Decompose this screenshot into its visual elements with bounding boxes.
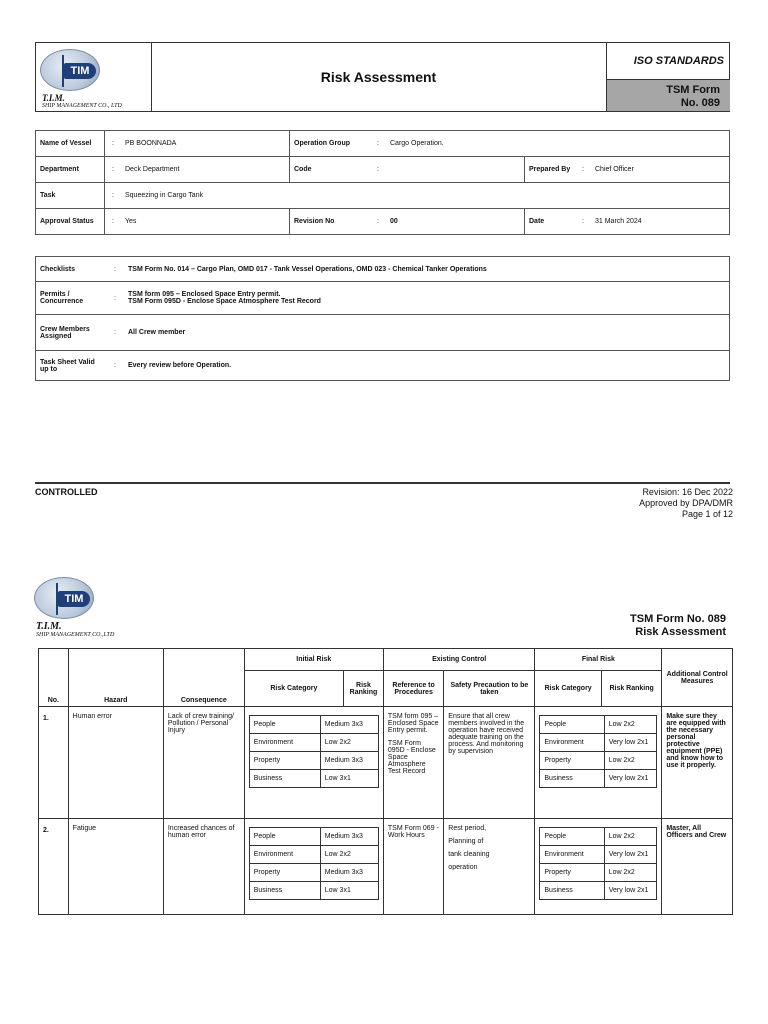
logo-cell <box>36 43 152 111</box>
matrix-ranking: Low 3x1 <box>320 882 378 900</box>
checklists-value: TSM Form No. 014 – Cargo Plan, OMD 017 - Tank Vessel Operations, OMD 023 - Chemical Tanker Operations <box>124 257 730 282</box>
revision-value: 00 <box>386 209 525 235</box>
matrix-category: Environment <box>249 846 320 864</box>
controlled-label: CONTROLLED <box>35 487 98 497</box>
matrix-row <box>540 846 657 864</box>
iso-standards-label: ISO STANDARDS <box>606 43 730 79</box>
final-risk-matrix <box>539 715 657 788</box>
matrix-category: Business <box>540 770 604 788</box>
matrix-row <box>540 864 657 882</box>
table-row <box>39 707 733 819</box>
matrix-category: Property <box>249 864 320 882</box>
col-additional: Additional Control Measures <box>662 649 733 707</box>
matrix-ranking: Low 2x2 <box>604 752 657 770</box>
approval-status-value: Yes <box>121 209 290 235</box>
col-no: No. <box>39 649 69 707</box>
date-label: Date <box>525 209 576 235</box>
row-initial-risk <box>244 819 383 915</box>
table-row <box>39 819 733 915</box>
flag-icon: TIM <box>64 63 96 79</box>
final-risk-matrix <box>539 827 657 900</box>
matrix-row <box>249 882 378 900</box>
task-value: Squeezing in Cargo Tank <box>121 183 730 209</box>
matrix-ranking: Low 2x2 <box>604 864 657 882</box>
matrix-ranking: Low 2x2 <box>604 828 657 846</box>
matrix-row <box>249 716 378 734</box>
task-sheet-value: Every review before Operation. <box>124 351 730 381</box>
revision-info: Revision: 16 Dec 2022 Approved by DPA/DMR Page 1 of 12 <box>639 487 733 519</box>
matrix-row <box>540 770 657 788</box>
row-final-risk <box>535 819 662 915</box>
initial-risk-matrix <box>249 827 379 900</box>
matrix-row <box>249 770 378 788</box>
prepared-by-value: Chief Officer <box>591 157 730 183</box>
row-reference: TSM Form 069 - Work Hours <box>383 819 443 915</box>
matrix-category: Environment <box>540 734 604 752</box>
code-value <box>386 157 525 183</box>
code-label: Code <box>290 157 371 183</box>
col-final-category: Risk Category <box>535 671 602 707</box>
prepared-by-label: Prepared By <box>525 157 576 183</box>
matrix-category: Environment <box>249 734 320 752</box>
matrix-ranking: Medium 3x3 <box>320 716 378 734</box>
matrix-row <box>249 734 378 752</box>
matrix-category: Environment <box>540 846 604 864</box>
col-consequence: Consequence <box>163 649 244 707</box>
matrix-ranking: Very low 2x1 <box>604 882 657 900</box>
checklist-table: Checklists : TSM Form No. 014 – Cargo Plan, OMD 017 - Tank Vessel Operations, OMD 023 - Chemical Tanker Operations Permits / Concurrence : TSM form 095 – Enclosed Space Entry permit. TSM Form 095D - Enclose Space Atmosphere Test Record Crew Members Assigned : All Crew member Task Sheet Valid up to : Every review before Operation. <box>35 256 730 381</box>
approval-status-label: Approval Status <box>36 209 105 235</box>
matrix-ranking: Low 3x1 <box>320 770 378 788</box>
department-value: Deck Department <box>121 157 290 183</box>
operation-group-value: Cargo Operation. <box>386 131 730 157</box>
matrix-ranking: Medium 3x3 <box>320 752 378 770</box>
matrix-row <box>540 734 657 752</box>
risk-assessment-table <box>38 648 733 915</box>
checklists-label: Checklists <box>36 257 107 282</box>
matrix-row <box>249 846 378 864</box>
matrix-ranking: Very low 2x1 <box>604 734 657 752</box>
matrix-ranking: Low 2x2 <box>320 846 378 864</box>
form-number: TSM Form No. 089 <box>606 79 730 111</box>
revision-label: Revision No <box>290 209 371 235</box>
col-risk-category: Risk Category <box>244 671 343 707</box>
task-sheet-label: Task Sheet Valid up to <box>36 351 107 381</box>
risk-table-body <box>39 707 733 915</box>
matrix-row <box>249 828 378 846</box>
matrix-row <box>249 752 378 770</box>
matrix-category: People <box>249 828 320 846</box>
col-hazard: Hazard <box>68 649 163 707</box>
matrix-row <box>540 828 657 846</box>
footer-divider <box>35 482 730 484</box>
document-header <box>35 42 730 112</box>
matrix-category: Business <box>540 882 604 900</box>
department-label: Department <box>36 157 105 183</box>
crew-members-value: All Crew member <box>124 315 730 351</box>
row-initial-risk <box>244 707 383 819</box>
row-consequence: Lack of crew training/ Pollution / Personal Injury <box>163 707 244 819</box>
matrix-row <box>540 882 657 900</box>
crew-members-label: Crew Members Assigned <box>36 315 107 351</box>
row-reference: TSM form 095 – Enclosed Space Entry permit. TSM Form 095D - Enclose Space Atmosphere Test Record <box>383 707 443 819</box>
matrix-ranking: Very low 2x1 <box>604 770 657 788</box>
row-hazard: Human error <box>68 707 163 819</box>
matrix-category: People <box>540 828 604 846</box>
operation-group-label: Operation Group <box>290 131 371 157</box>
matrix-category: People <box>540 716 604 734</box>
matrix-row <box>540 716 657 734</box>
row-number: 2. <box>39 819 69 915</box>
company-short-name: T.I.M. <box>36 621 62 632</box>
page2-form-header: TSM Form No. 089 Risk Assessment <box>630 613 726 638</box>
row-safety: Rest period, Planning of tank cleaning operation <box>444 819 535 915</box>
matrix-category: Business <box>249 882 320 900</box>
matrix-row <box>540 752 657 770</box>
vessel-value: PB BOONNADA <box>121 131 290 157</box>
date-value: 31 March 2024 <box>591 209 730 235</box>
col-reference: Reference to Procedures <box>383 671 443 707</box>
col-safety: Safety Precaution to be taken <box>444 671 535 707</box>
task-label: Task <box>36 183 105 209</box>
col-final-ranking: Risk Ranking <box>601 671 661 707</box>
matrix-category: Property <box>540 864 604 882</box>
col-existing-control: Existing Control <box>383 649 534 671</box>
matrix-category: Property <box>249 752 320 770</box>
matrix-ranking: Medium 3x3 <box>320 864 378 882</box>
document-title: Risk Assessment <box>320 69 437 85</box>
row-number: 1. <box>39 707 69 819</box>
permits-value: TSM form 095 – Enclosed Space Entry permit. TSM Form 095D - Enclose Space Atmosphere Test Record <box>124 282 730 315</box>
row-final-risk <box>535 707 662 819</box>
matrix-ranking: Low 2x2 <box>604 716 657 734</box>
row-consequence: Increased chances of human error <box>163 819 244 915</box>
col-risk-ranking: Risk Ranking <box>344 671 384 707</box>
company-full-name: SHIP MANAGEMENT CO., LTD <box>42 103 122 109</box>
row-additional: Master, All Officers and Crew <box>662 819 733 915</box>
initial-risk-matrix <box>249 715 379 788</box>
matrix-ranking: Medium 3x3 <box>320 828 378 846</box>
col-initial-risk: Initial Risk <box>244 649 383 671</box>
matrix-category: People <box>249 716 320 734</box>
row-safety: Ensure that all crew members involved in the operation have received adequate training on the process. And monitoring by supervision <box>444 707 535 819</box>
company-short-name: T.I.M. <box>42 93 65 103</box>
flag-icon: TIM <box>58 591 90 607</box>
matrix-ranking: Low 2x2 <box>320 734 378 752</box>
matrix-ranking: Very low 2x1 <box>604 846 657 864</box>
matrix-category: Business <box>249 770 320 788</box>
row-additional: Make sure they are equipped with the necessary personal protective equipment (PPE) and know how to use it properly. <box>662 707 733 819</box>
matrix-category: Property <box>540 752 604 770</box>
col-final-risk: Final Risk <box>535 649 662 671</box>
company-full-name: SHIP MANAGEMENT CO.,LTD <box>36 632 115 638</box>
vessel-label: Name of Vessel <box>36 131 105 157</box>
row-hazard: Fatigue <box>68 819 163 915</box>
permits-label: Permits / Concurrence <box>36 282 107 315</box>
matrix-row <box>249 864 378 882</box>
vessel-info-table: Name of Vessel : PB BOONNADA Operation Group : Cargo Operation. Department : Deck Department Code : Prepared By : Chief Officer Task : Squeezing in Cargo Tank Approval Status : Yes Revision No : 00 Date : 31 March 2024 <box>35 130 730 235</box>
